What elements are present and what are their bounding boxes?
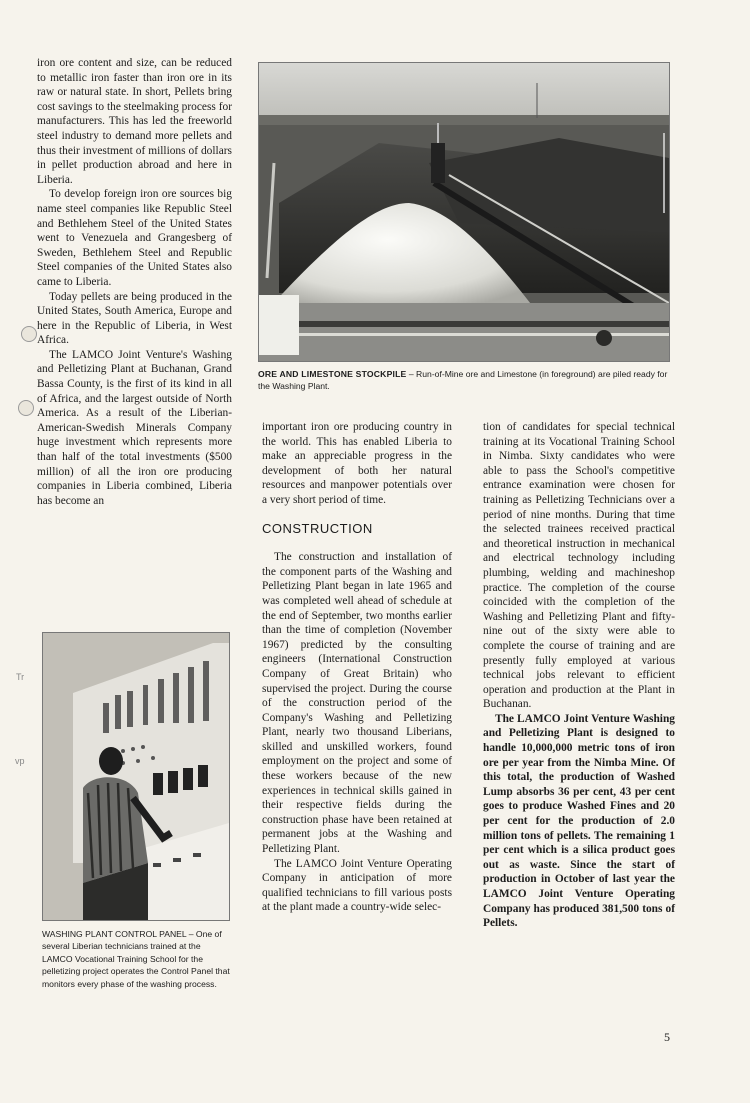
binder-hole bbox=[18, 400, 34, 416]
control-panel-photo bbox=[42, 632, 230, 921]
paragraph: iron ore content and size, can be reduced to metallic iron faster than iron ore in its raw or natural state. In short, Pellets bring cost savings to the steelmaking process for manufacturers. This has led the freeworld steel industry to demand more pellets and thus their investment of millions of dollars in pellet production abroad and here in Liberia. bbox=[37, 57, 232, 186]
stockpile-caption-title: ORE AND LIMESTONE STOCKPILE bbox=[258, 369, 407, 379]
text-column-3 bbox=[483, 420, 675, 931]
paragraph: To develop foreign iron ore sources big name steel companies like Republic Steel and Bethlehem Steel of the United States went to Venezuela and Grangesberg of Sweden, Bethlehem Steel and Republic Steel companies of the United States also came to Liberia. bbox=[37, 188, 232, 288]
bold-paragraph-block bbox=[483, 712, 675, 931]
text-column-2 bbox=[262, 420, 452, 915]
paragraph: The construction and installation of the component parts of the Washing and Pelletizing Plant began in late 1965 and was completed well ahead of schedule at the end of September, two months earlier than the time of completion (November 1967) predicted by the consulting engineers (International Construction Company of Great Britain) who supervised the project. During the course of the construction period of the Company's Washing and Pelletizing Plant, nearly two thousand Liberians, skilled and unskilled workers, found employment on the project and some of these workers because of the new experiences in technical skills gained in their respective fields during the construction phase have been retained at permanent jobs at the Washing and Pelletizing Plant. bbox=[262, 551, 452, 856]
paragraph-bold: The LAMCO Joint Venture Washing and Pelletizing Plant is designed to handle 10,000,000 metric tons of iron ore per year from the Nimba Mine. Of this total, the production of Washed Lump absorbs 36 per cent, 43 per cent goes to produce Washed Fines and 20 per cent for the production of 2.0 million tons of pellets. The remaining 1 per cent which is a silica product goes out as waste. Since the start of production in October of last year the LAMCO Joint Venture Operating Company has produced 381,500 tons of Pellets. bbox=[483, 712, 675, 930]
binder-hole bbox=[21, 326, 37, 342]
control-panel-photo-illustration bbox=[43, 633, 229, 920]
section-heading: CONSTRUCTION bbox=[262, 520, 373, 536]
stockpile-photo-illustration bbox=[259, 63, 669, 361]
control-panel-caption: WASHING PLANT CONTROL PANEL – One of several Liberian technicians trained at the LAMCO Vocational Training School for the pelletizing project operates the Control Panel that monitors every phase of the washing process. bbox=[42, 929, 230, 989]
stockpile-caption-text: – Run-of-Mine ore and Limestone (in foreground) are piled ready for the Washing Plant. bbox=[258, 369, 668, 392]
stockpile-caption bbox=[258, 368, 670, 393]
page-number: 5 bbox=[664, 1030, 670, 1044]
stockpile-photo bbox=[258, 62, 670, 362]
margin-mark: vp bbox=[15, 756, 25, 766]
text-column-1 bbox=[37, 56, 232, 508]
paragraph: The LAMCO Joint Venture's Washing and Pelletizing Plant at Buchanan, Grand Bassa County, is the first of its kind in all of Africa, and the largest outside of North America. As a result of the Liberian-American-Swedish Minerals Company huge investment which represents more than half of the total investments ($500 million) of all the iron ore producing companies in Liberia combined, Liberia has become an bbox=[37, 348, 232, 507]
paragraph: Today pellets are being produced in the United States, South America, Europe and here in the Republic of Liberia, in West Africa. bbox=[37, 290, 232, 347]
paragraph: tion of candidates for special technical training at its Vocational Training School in Nimba. Sixty candidates who were able to pass the School's competitive entrance examination were chosen for training as Pelletizing Technicians over a period of nine months. During that time the selected trainees received practical and theoretical instruction in mechanical and electrical technology including plumbing, welding and machineshop practice. The completion of the course coincided with the completion of the Washing and Pelletizing Plant and fifty-nine out of the sixty were able to complete the course of training and are presently fully employed at various technical jobs relevant to efficient operation and production at the Plant in Buchanan. bbox=[483, 421, 675, 711]
paragraph: The LAMCO Joint Venture Operating Company in anticipation of more qualified technicians to fill various posts at the plant made a country-wide selec- bbox=[262, 857, 452, 914]
paragraph: important iron ore producing country in the world. This has enabled Liberia to make an appreciable progress in the development of both her natural resources and manpower potentials over a very short period of time. bbox=[262, 421, 452, 506]
margin-mark: Tr bbox=[16, 672, 25, 682]
